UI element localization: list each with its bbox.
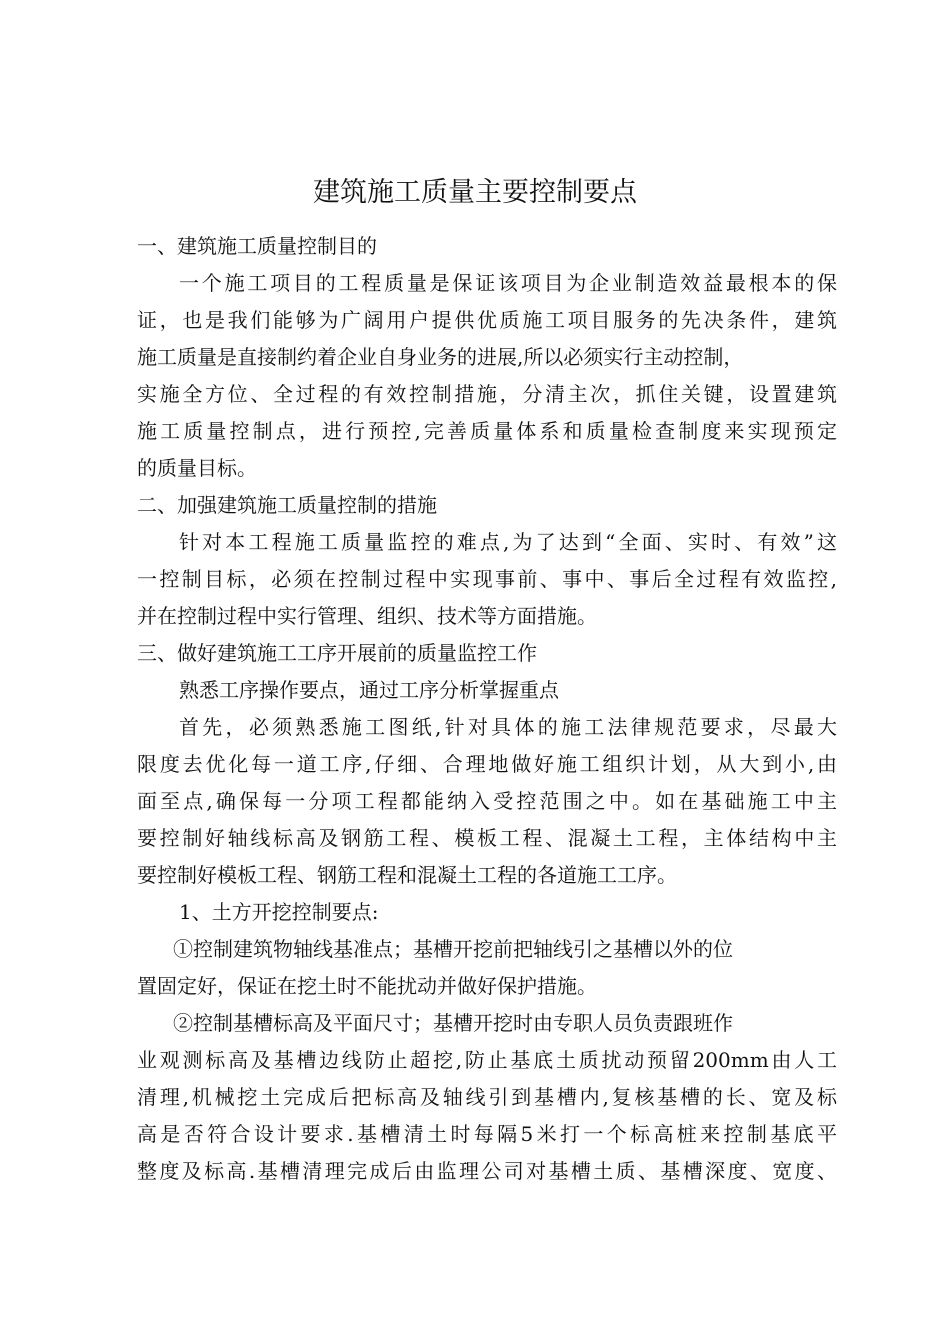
document-title: 建筑施工质量主要控制要点 [313,177,637,208]
text-line: 施工质量是直接制约着企业自身业务的进展,所以必须实行主动控制， [137,345,744,369]
text-line: 整度及标高.基槽清理完成后由监理公司对基槽土质、基槽深度、宽度、 [137,1159,837,1183]
text-line: 的质量目标。 [137,456,257,480]
text-line: 面至点,确保每一分项工程都能纳入受控范围之中。如在基础施工中主 [137,789,837,813]
text-line: 实施全方位、全过程的有效控制措施，分清主次，抓住关键，设置建筑 [137,382,837,406]
text-line: 一控制目标，必须在控制过程中实现事前、事中、事后全过程有效监控, [137,567,837,591]
text-line: 一个施工项目的工程质量是保证该项目为企业制造效益最根本的保 [179,271,837,295]
text-line: 证，也是我们能够为广阔用户提供优质施工项目服务的先决条件，建筑 [137,308,837,332]
text-line: 要控制好模板工程、钢筋工程和混凝土工程的各道施工工序。 [137,863,677,887]
text-line: 三、做好建筑施工工序开展前的质量监控工作 [137,641,537,665]
text-line: 限度去优化每一道工序,仔细、合理地做好施工组织计划，从大到小,由 [137,752,837,776]
text-line: 业观测标高及基槽边线防止超挖,防止基底土质扰动预留200mm由人工 [137,1048,837,1072]
text-line: 置固定好，保证在挖土时不能扰动并做好保护措施。 [137,974,597,998]
text-line: 一、建筑施工质量控制目的 [137,234,377,258]
text-line: ②控制基槽标高及平面尺寸；基槽开挖时由专职人员负责跟班作 [173,1011,733,1035]
text-line: 高是否符合设计要求.基槽清土时每隔5米打一个标高桩来控制基底平 [137,1122,837,1146]
text-line: 施工质量控制点，进行预控,完善质量体系和质量检查制度来实现预定 [137,419,837,443]
text-line: 要控制好轴线标高及钢筋工程、模板工程、混凝土工程，主体结构中主 [137,826,837,850]
text-line: 并在控制过程中实行管理、组织、技术等方面措施。 [137,604,597,628]
text-line: 首先，必须熟悉施工图纸,针对具体的施工法律规范要求，尽最大 [179,715,837,739]
text-line: 清理,机械挖土完成后把标高及轴线引到基槽内,复核基槽的长、宽及标 [137,1085,837,1109]
text-line: 针对本工程施工质量监控的难点,为了达到“全面、实时、有效”这 [179,530,837,554]
text-line: 1、土方开挖控制要点: [179,900,379,924]
document-body [137,228,837,1190]
text-line: 二、加强建筑施工质量控制的措施 [137,493,437,517]
text-line: ①控制建筑物轴线基准点；基槽开挖前把轴线引之基槽以外的位 [173,937,733,961]
text-line: 熟悉工序操作要点，通过工序分析掌握重点 [179,678,559,702]
